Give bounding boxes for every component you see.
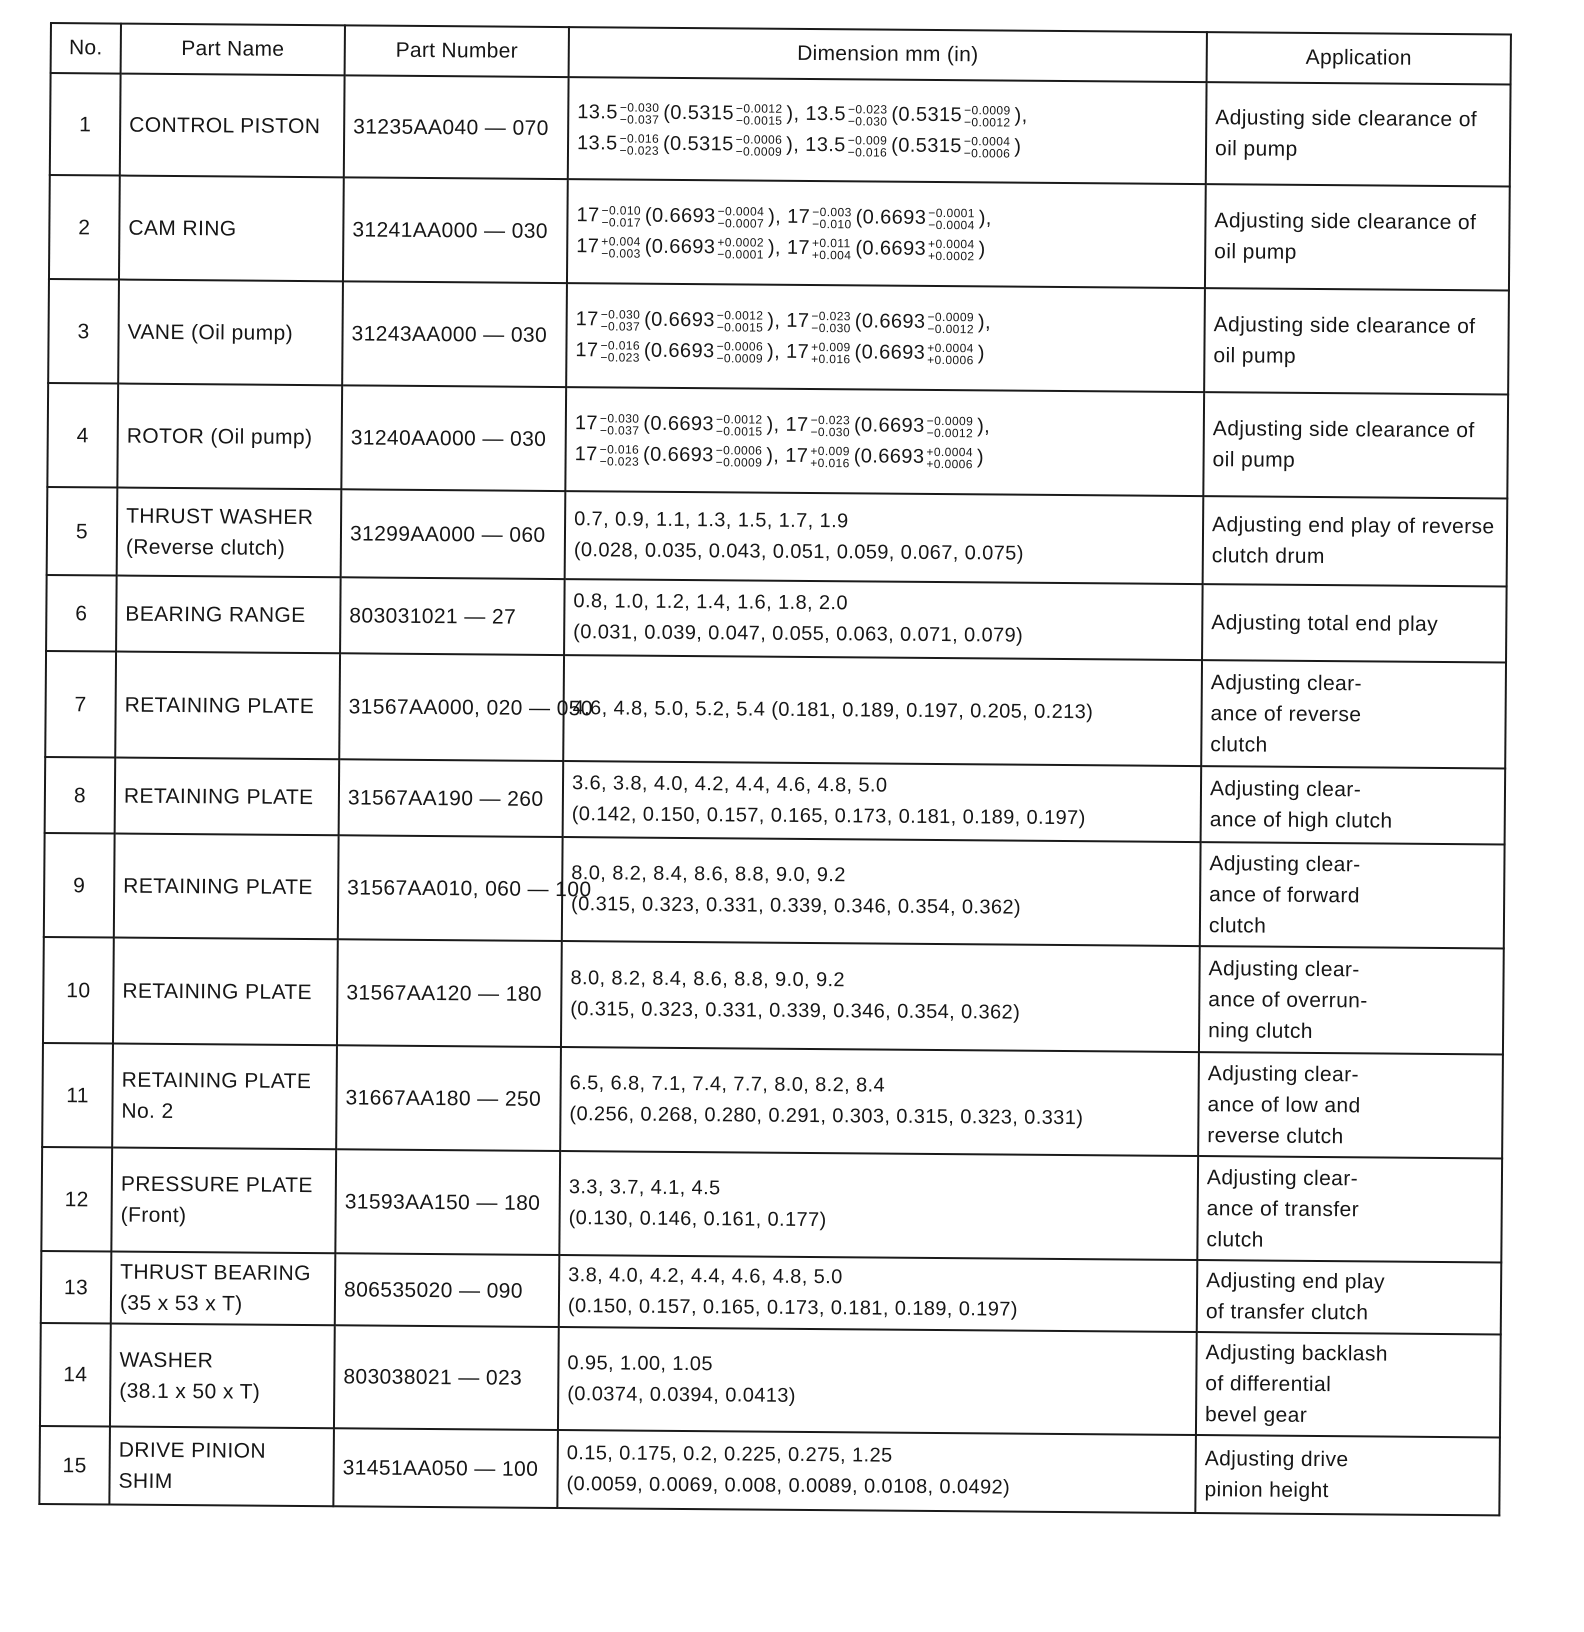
lower-deviation: −0.0007 (717, 215, 765, 231)
in-tolerance (736, 133, 783, 157)
upper-deviation: −0.0009 (964, 102, 1011, 118)
application-cell: Adjusting end play of reverse clutch drum (1203, 496, 1508, 586)
closing-paren: ), (978, 207, 992, 230)
part-number-cell: 31567AA190 — 260 (339, 759, 564, 837)
upper-deviation: −0.0006 (735, 132, 783, 147)
dimension-cell (567, 179, 1206, 288)
row-number: 11 (42, 1043, 113, 1148)
nominal-mm: 17 (575, 308, 599, 331)
row-number: 13 (41, 1251, 112, 1324)
dimension-line: (0.130, 0.146, 0.161, 0.177) (568, 1207, 827, 1232)
nominal-mm: 17 (786, 236, 811, 259)
nominal-in: (0.5315 (891, 134, 962, 158)
in-tolerance (928, 207, 975, 231)
lower-deviation: −0.010 (812, 216, 852, 232)
upper-deviation: −0.010 (601, 203, 642, 218)
lower-deviation: −0.030 (847, 113, 888, 129)
header-part-number: Part Number (345, 25, 569, 77)
in-tolerance (926, 446, 973, 470)
lower-deviation: −0.023 (599, 454, 640, 469)
row-number: 1 (50, 73, 121, 176)
lower-deviation: −0.030 (810, 424, 851, 440)
lower-deviation: −0.0004 (928, 217, 975, 232)
nominal-in: (0.6693 (854, 310, 926, 333)
dimension-line (576, 304, 1196, 340)
lower-deviation: −0.0015 (735, 113, 783, 128)
part-name-cell: RETAINING PLATE (115, 758, 340, 836)
closing-paren: ), (786, 133, 800, 156)
upper-deviation: +0.0004 (927, 340, 974, 355)
part-name-cell: RETAINING PLATE (113, 938, 338, 1046)
dimension-line: (0.315, 0.323, 0.331, 0.339, 0.346, 0.354, 0.362) (570, 998, 1021, 1024)
upper-deviation: −0.016 (619, 131, 660, 146)
upper-deviation: −0.0006 (715, 442, 763, 458)
row-number: 7 (45, 651, 116, 758)
upper-deviation: −0.003 (812, 204, 852, 220)
dimension-line: (0.150, 0.157, 0.165, 0.173, 0.181, 0.189, 0.197) (567, 1295, 1018, 1321)
upper-deviation: −0.0004 (963, 133, 1011, 149)
part-name-cell: CAM RING (119, 176, 344, 282)
upper-deviation: −0.0006 (716, 338, 764, 354)
dimension-line (576, 200, 1196, 236)
dimension-cell (558, 1327, 1197, 1435)
header-dimension: Dimension mm (in) (569, 27, 1207, 82)
header-no: No. (51, 23, 121, 74)
closing-paren: ), (767, 236, 782, 259)
part-name-cell: CONTROL PISTON (120, 74, 345, 178)
dimension-line: 3.6, 3.8, 4.0, 4.2, 4.4, 4.6, 4.8, 5.0 (571, 772, 888, 797)
nominal-in: (0.5315 (663, 101, 734, 125)
in-tolerance (736, 102, 783, 126)
nominal-in: (0.6693 (644, 308, 715, 332)
lower-deviation: −0.017 (601, 215, 641, 230)
closing-paren: ), (766, 340, 781, 363)
lower-deviation: +0.0006 (927, 352, 974, 367)
dimension-cell (565, 491, 1204, 584)
mm-tolerance (619, 132, 659, 156)
upper-deviation: +0.0004 (928, 236, 975, 251)
adjustment-parts-table (38, 22, 1512, 1516)
dimension-line (577, 128, 1197, 164)
row-number: 12 (41, 1147, 112, 1252)
row-number: 8 (45, 757, 116, 834)
table-body (39, 73, 1510, 1515)
row-number: 10 (43, 937, 114, 1044)
application-cell: Adjusting clear- ance of reverse clutch (1201, 660, 1506, 768)
part-number-cell: 31667AA180 — 250 (336, 1045, 561, 1151)
application-cell: Adjusting backlash of differential bevel gear (1196, 1332, 1501, 1437)
in-tolerance (717, 309, 764, 333)
lower-deviation: −0.0001 (717, 246, 764, 262)
lower-deviation: +0.0002 (927, 248, 975, 263)
mm-tolerance (600, 412, 640, 436)
lower-deviation: −0.0009 (716, 350, 764, 366)
in-tolerance (927, 342, 974, 366)
part-number-cell: 806535020 — 090 (335, 1253, 560, 1327)
mm-tolerance (600, 443, 640, 467)
dimension-cell (559, 1255, 1198, 1332)
row-number: 15 (39, 1426, 110, 1505)
nominal-mm: 17 (785, 444, 809, 467)
row-number: 2 (49, 175, 120, 280)
table-row (41, 1147, 1502, 1262)
application-cell: Adjusting side clearance of oil pump (1205, 184, 1510, 290)
lower-deviation: −0.0015 (716, 319, 764, 335)
dimension-cell (560, 1047, 1199, 1156)
dimension-line (574, 439, 1194, 475)
application-cell: Adjusting side clearance of oil pump (1203, 392, 1508, 498)
dimension-cell (566, 283, 1205, 392)
lower-deviation: −0.0015 (715, 423, 763, 439)
nominal-in: (0.6693 (643, 339, 715, 363)
closing-paren: ) (978, 238, 986, 261)
table-row (49, 175, 1510, 290)
nominal-in: (0.6693 (644, 204, 716, 228)
part-name-cell: DRIVE PINION SHIM (109, 1427, 334, 1507)
mm-tolerance (811, 341, 851, 365)
mm-tolerance (601, 235, 641, 259)
part-number-cell: 31567AA000, 020 — 050 (339, 653, 564, 761)
nominal-mm: 13.5 (805, 102, 847, 126)
lower-deviation: −0.030 (811, 320, 851, 336)
in-tolerance (927, 311, 974, 335)
dimension-line (575, 408, 1195, 444)
upper-deviation: −0.030 (600, 307, 641, 322)
table-row (42, 1043, 1503, 1158)
nominal-mm: 17 (787, 205, 811, 228)
in-tolerance (928, 238, 975, 262)
part-number-cell: 31567AA010, 060 — 100 (338, 835, 563, 941)
dimension-line (575, 335, 1195, 371)
closing-paren: ) (1014, 135, 1022, 158)
dimension-cell (557, 1430, 1196, 1513)
lower-deviation: −0.0009 (715, 454, 763, 470)
upper-deviation: −0.030 (619, 100, 660, 115)
mm-tolerance (601, 308, 641, 332)
upper-deviation: −0.016 (600, 338, 641, 353)
upper-deviation: −0.0009 (926, 413, 974, 428)
upper-deviation: +0.009 (810, 443, 850, 459)
part-number-cell: 31451AA050 — 100 (333, 1428, 558, 1508)
application-cell: Adjusting side clearance of oil pump (1204, 288, 1509, 394)
upper-deviation: −0.0012 (715, 411, 763, 427)
closing-paren: ), (766, 413, 780, 436)
upper-deviation: +0.0004 (926, 444, 974, 459)
lower-deviation: −0.037 (600, 319, 641, 334)
mm-tolerance (848, 103, 888, 127)
nominal-mm: 17 (575, 339, 599, 362)
nominal-in: (0.6693 (853, 445, 925, 468)
upper-deviation: +0.011 (811, 235, 851, 251)
part-name-cell: VANE (Oil pump) (118, 280, 343, 386)
mm-tolerance (600, 339, 640, 363)
mm-tolerance (810, 445, 850, 469)
nominal-mm: 17 (786, 340, 810, 363)
lower-deviation: +0.016 (810, 455, 850, 471)
row-number: 9 (44, 833, 115, 938)
table-row (39, 1426, 1500, 1515)
in-tolerance (716, 413, 763, 437)
table-row (44, 833, 1505, 948)
dimension-cell (561, 941, 1200, 1052)
upper-deviation: −0.0009 (927, 309, 975, 324)
nominal-in: (0.6693 (643, 443, 714, 467)
mm-tolerance (811, 310, 851, 334)
part-name-cell: RETAINING PLATE (115, 652, 340, 760)
mm-tolerance (812, 237, 852, 261)
part-name-cell: RETAINING PLATE (114, 834, 339, 940)
part-name-cell: THRUST BEARING (35 x 53 x T) (111, 1252, 336, 1326)
dimension-cell (562, 837, 1201, 946)
table-row (43, 937, 1504, 1054)
mm-tolerance (812, 206, 852, 230)
mm-tolerance (810, 414, 850, 438)
dimension-line: 8.0, 8.2, 8.4, 8.6, 8.8, 9.0, 9.2 (570, 967, 846, 992)
closing-paren: ), (1014, 104, 1028, 127)
part-number-cell: 31241AA000 — 030 (343, 177, 568, 283)
dimension-line (576, 231, 1196, 267)
dimension-cell (568, 77, 1207, 184)
application-cell: Adjusting clear- ance of forward clutch (1200, 842, 1505, 948)
in-tolerance (716, 340, 763, 364)
dimension-line: (0.0374, 0.0394, 0.0413) (567, 1382, 796, 1407)
closing-paren: ), (977, 415, 991, 438)
application-cell: Adjusting clear- ance of high clutch (1201, 766, 1506, 844)
in-tolerance (718, 205, 765, 229)
nominal-in: (0.5315 (891, 103, 963, 127)
part-number-cell: 31567AA120 — 180 (337, 939, 562, 1047)
upper-deviation: −0.030 (599, 411, 640, 426)
dimension-line: 6.5, 6.8, 7.1, 7.4, 7.7, 8.0, 8.2, 8.4 (569, 1072, 886, 1097)
application-cell: Adjusting clear- ance of transfer clutch (1197, 1156, 1502, 1262)
dimension-line: 0.95, 1.00, 1.05 (567, 1351, 713, 1375)
upper-deviation: −0.016 (599, 442, 640, 457)
nominal-mm: 13.5 (805, 133, 846, 157)
in-tolerance (717, 236, 764, 260)
upper-deviation: −0.023 (811, 308, 851, 324)
lower-deviation: −0.037 (619, 112, 660, 127)
dimension-line: 4.6, 4.8, 5.0, 5.2, 5.4 (0.181, 0.189, 0.197, 0.205, 0.213) (572, 696, 1094, 723)
upper-deviation: −0.023 (810, 412, 851, 428)
nominal-mm: 17 (786, 309, 810, 332)
mm-tolerance (620, 101, 660, 125)
closing-paren: ) (977, 342, 985, 365)
part-name-cell: WASHER (38.1 x 50 x T) (110, 1324, 335, 1429)
lower-deviation: −0.037 (599, 423, 640, 438)
dimension-line: (0.315, 0.323, 0.331, 0.339, 0.346, 0.354, 0.362) (571, 893, 1022, 919)
lower-deviation: −0.0009 (735, 144, 783, 159)
closing-paren: ), (768, 205, 782, 228)
table-row (48, 279, 1509, 394)
dimension-line: 3.3, 3.7, 4.1, 4.5 (568, 1176, 721, 1200)
closing-paren: ), (766, 444, 780, 467)
part-name-cell: BEARING RANGE (116, 576, 341, 654)
dimension-line: (0.256, 0.268, 0.280, 0.291, 0.303, 0.315, 0.323, 0.331) (569, 1103, 1084, 1130)
application-cell: Adjusting clear- ance of low and reverse clutch (1198, 1052, 1503, 1158)
part-number-cell: 31299AA000 — 060 (341, 489, 566, 579)
nominal-in: (0.5315 (662, 132, 734, 156)
lower-deviation: +0.0006 (926, 456, 973, 471)
row-number: 4 (47, 383, 118, 488)
nominal-in: (0.6693 (644, 235, 716, 259)
lower-deviation: −0.0006 (963, 145, 1011, 161)
nominal-in: (0.6693 (643, 412, 715, 436)
mm-tolerance (848, 134, 888, 158)
nominal-in: (0.6693 (854, 341, 926, 364)
lower-deviation: −0.0012 (963, 114, 1011, 130)
nominal-mm: 17 (574, 412, 598, 435)
application-cell: Adjusting end play of transfer clutch (1197, 1260, 1502, 1334)
part-number-cell: 31243AA000 — 030 (342, 281, 567, 387)
dimension-cell (563, 655, 1202, 766)
dimension-line: 8.0, 8.2, 8.4, 8.6, 8.8, 9.0, 9.2 (571, 862, 846, 887)
table-row (40, 1323, 1501, 1437)
dimension-cell (563, 761, 1202, 842)
part-name-cell: PRESSURE PLATE (Front) (111, 1148, 336, 1254)
lower-deviation: −0.0012 (927, 321, 974, 336)
dimension-line: 0.8, 1.0, 1.2, 1.4, 1.6, 1.8, 2.0 (573, 590, 849, 615)
dimension-cell (565, 387, 1204, 496)
mm-tolerance (601, 204, 641, 228)
nominal-mm: 13.5 (576, 132, 618, 155)
closing-paren: ), (977, 311, 992, 334)
in-tolerance (716, 444, 763, 468)
dimension-line: (0.031, 0.039, 0.047, 0.055, 0.063, 0.071, 0.079) (573, 621, 1024, 647)
parts-table-sheet (37, 22, 1509, 1629)
nominal-mm: 17 (574, 443, 598, 466)
upper-deviation: −0.023 (847, 101, 888, 117)
row-number: 3 (48, 279, 119, 384)
closing-paren: ), (786, 102, 800, 125)
part-name-cell: ROTOR (Oil pump) (117, 384, 342, 490)
header-part-name: Part Name (121, 24, 345, 76)
lower-deviation: −0.0012 (926, 425, 974, 440)
closing-paren: ), (767, 309, 781, 332)
nominal-mm: 13.5 (577, 101, 618, 124)
dimension-cell (559, 1151, 1198, 1260)
dimension-line: 0.15, 0.175, 0.2, 0.225, 0.275, 1.25 (566, 1442, 893, 1467)
dimension-line (577, 97, 1197, 133)
lower-deviation: −0.003 (601, 246, 641, 261)
dimension-line: 3.8, 4.0, 4.2, 4.4, 4.6, 4.8, 5.0 (568, 1264, 843, 1289)
part-name-cell: RETAINING PLATE No. 2 (112, 1044, 337, 1150)
table-row (46, 575, 1507, 662)
nominal-mm: 17 (576, 235, 600, 258)
lower-deviation: +0.016 (811, 351, 851, 367)
dimension-line: (0.142, 0.150, 0.157, 0.165, 0.173, 0.181, 0.189, 0.197) (571, 803, 1086, 830)
nominal-in: (0.6693 (855, 237, 927, 260)
lower-deviation: +0.004 (811, 247, 852, 263)
part-name-cell: THRUST WASHER (Reverse clutch) (117, 488, 342, 578)
application-cell: Adjusting clear- ance of overrun- ning clutch (1199, 946, 1504, 1054)
row-number: 5 (47, 487, 118, 576)
table-row (50, 73, 1511, 186)
table-row (41, 1251, 1502, 1334)
in-tolerance (964, 135, 1011, 159)
upper-deviation: −0.0012 (716, 307, 764, 323)
closing-paren: ) (976, 446, 985, 469)
application-cell: Adjusting drive pinion height (1195, 1435, 1500, 1515)
in-tolerance (927, 415, 974, 439)
table-row (47, 487, 1508, 586)
in-tolerance (964, 104, 1011, 128)
header-application: Application (1207, 32, 1511, 84)
table-row (47, 383, 1508, 498)
part-number-cell: 31235AA040 — 070 (344, 75, 569, 179)
upper-deviation: −0.0004 (717, 203, 765, 219)
part-number-cell: 803038021 — 023 (334, 1325, 559, 1430)
dimension-line: 0.7, 0.9, 1.1, 1.3, 1.5, 1.7, 1.9 (574, 508, 849, 533)
upper-deviation: +0.0002 (717, 234, 764, 250)
table-row (45, 757, 1506, 844)
row-number: 14 (40, 1323, 111, 1427)
upper-deviation: +0.004 (601, 234, 641, 249)
application-cell: Adjusting total end play (1202, 584, 1507, 662)
dimension-line: (0.0059, 0.0069, 0.008, 0.0089, 0.0108, 0.0492) (566, 1473, 1011, 1499)
lower-deviation: −0.023 (619, 143, 660, 158)
upper-deviation: −0.0001 (928, 205, 975, 220)
upper-deviation: −0.0012 (735, 101, 783, 116)
dimension-cell (564, 579, 1203, 660)
application-cell: Adjusting side clearance of oil pump (1206, 82, 1511, 186)
upper-deviation: −0.009 (847, 132, 888, 148)
part-number-cell: 803031021 — 27 (340, 577, 565, 655)
lower-deviation: −0.016 (847, 144, 888, 160)
nominal-in: (0.6693 (855, 206, 927, 229)
part-number-cell: 31240AA000 — 030 (341, 385, 566, 491)
nominal-mm: 17 (576, 204, 600, 227)
part-number-cell: 31593AA150 — 180 (335, 1149, 560, 1255)
row-number: 6 (46, 575, 117, 652)
table-row (45, 651, 1506, 768)
nominal-mm: 17 (785, 413, 809, 436)
dimension-line: (0.028, 0.035, 0.043, 0.051, 0.059, 0.067, 0.075) (573, 539, 1024, 565)
nominal-in: (0.6693 (853, 414, 925, 437)
lower-deviation: −0.023 (600, 350, 640, 365)
upper-deviation: +0.009 (811, 339, 851, 355)
